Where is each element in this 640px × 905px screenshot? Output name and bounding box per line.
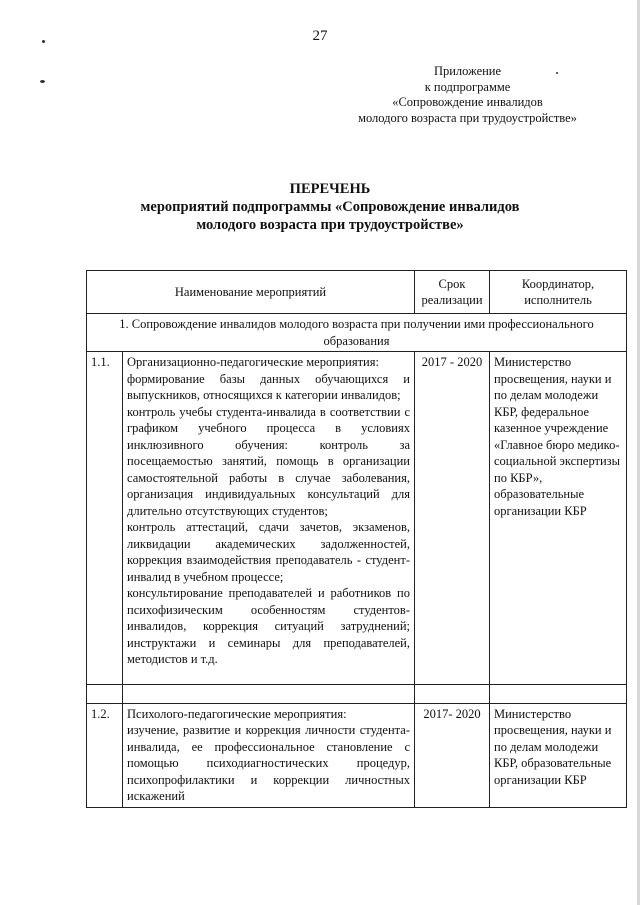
spacer-row [87, 684, 627, 703]
appendix-line: молодого возраста при трудоустройстве» [358, 110, 577, 125]
row-term: 2017- 2020 [415, 703, 490, 807]
description-line: консультирование преподавателей и работников по психофизическим особенностям студентов-инвалидов, коррекция ситуаций затруднений; инструктажи и семинары для преподавателей, методистов и т.д. [127, 586, 410, 666]
row-number: 1.1. [87, 352, 123, 685]
appendix-note [330, 64, 605, 126]
page-number: 27 [312, 28, 328, 44]
description-line: изучение, развитие и коррекция личности студента-инвалида, ее профессиональное становление с помощью психодиагностических процедур, психопрофилактики и коррекции личностных искажений [127, 723, 410, 803]
description-line: Психолого-педагогические мероприятия: [127, 706, 347, 721]
section-title: 1. Сопровождение инвалидов молодого возраста при получении ими профессионального образования [87, 314, 627, 352]
scan-speck [40, 80, 45, 83]
header-term-line: реализации [421, 293, 483, 307]
header-coord-line: исполнитель [524, 293, 592, 307]
row-description [123, 703, 415, 807]
table-row [87, 703, 627, 807]
appendix-line: Приложение [433, 64, 502, 78]
header-coord-line: Координатор, [521, 276, 595, 291]
header-term-line: Срок [438, 276, 466, 291]
description-line: Организационно-педагогические мероприятия: [127, 355, 379, 369]
spacer-cell [415, 684, 490, 703]
section-row [87, 314, 627, 352]
row-coordinator: Министерство просвещения, науки и по делам молодежи КБР, федеральное казенное учреждение «Главное бюро медико-социальной экспертизы по КБР», образовательные организации КБР [490, 352, 627, 685]
description-line: формирование базы данных обучающихся и выпускников, относящихся к категории инвалидов; [127, 371, 410, 402]
table-header-row [87, 271, 627, 314]
document-heading [60, 180, 600, 234]
header-name: Наименование мероприятий [87, 271, 415, 314]
heading-subtitle: мероприятий подпрограммы «Сопровождение инвалидов [140, 199, 520, 215]
row-term: 2017 - 2020 [415, 352, 490, 685]
appendix-line: к подпрограмме [424, 79, 511, 94]
row-number: 1.2. [87, 703, 123, 807]
header-coordinator [490, 271, 627, 314]
description-line: контроль учебы студента-инвалида в соответствии с графиком учебного процесса в условиях инклюзивного обучения: контроль за посещаемостью занятий, помощь в организации самостоятельной работы в случае заболевания, организация индивидуальных консультаций для длительно отсутствующих студентов; [127, 404, 410, 518]
table-row [87, 352, 627, 685]
heading-title: ПЕРЕЧЕНЬ [289, 181, 371, 197]
row-coordinator: Министерство просвещения, науки и по делам молодежи КБР, образовательные организации КБР [490, 703, 627, 807]
measures-table [86, 270, 627, 808]
heading-subtitle: молодого возраста при трудоустройстве» [196, 217, 464, 233]
header-term [415, 271, 490, 314]
appendix-line: «Сопровождение инвалидов [392, 95, 543, 109]
spacer-cell [87, 684, 123, 703]
row-description [123, 352, 415, 685]
spacer-cell [123, 684, 415, 703]
spacer-cell [490, 684, 627, 703]
description-line: контроль аттестаций, сдачи зачетов, экзаменов, ликвидации академических задолженностей, коррекция взаимодействия преподаватель - студент-инвалид в учебном процессе; [127, 520, 410, 584]
